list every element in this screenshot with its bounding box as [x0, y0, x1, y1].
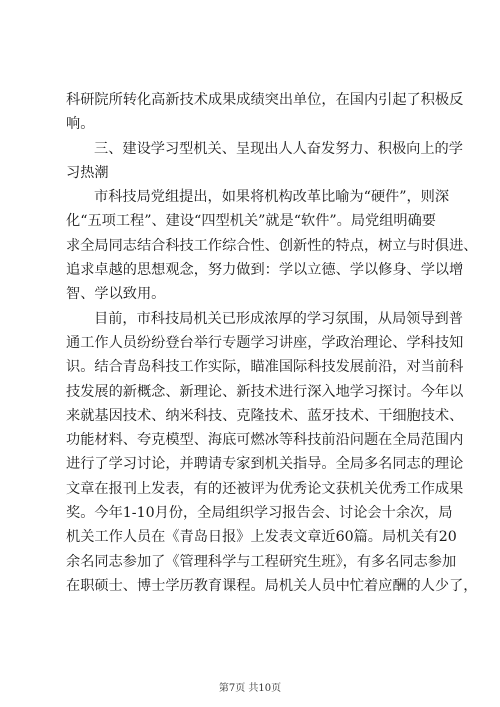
text-line: 智、学以致用。 — [66, 286, 166, 303]
text-line: 来就基因技术、纳米科技、克隆技术、蓝牙技术、干细胞技术、 — [66, 407, 464, 424]
text-line: 机关工作人员在《青岛日报》上发表文章近60篇。局机关有20 — [66, 529, 457, 546]
text-line: 目前，市科技局机关已形成浓厚的学习氛围，从局领导到普 — [94, 310, 463, 327]
text-line: 科研院所转化高新技术成果成绩突出单位，在国内引起了积极反 — [66, 92, 464, 108]
text-line: 在职硕士、博士学历教育课程。局机关人员中忙着应酬的人少了， — [66, 577, 478, 594]
text-line: 追求卓越的思想观念，努力做到：学以立德、学以修身、学以增 — [66, 262, 464, 279]
text-line: 进行了学习讨论，并聘请专家到机关指导。全局多名同志的理论 — [66, 456, 464, 473]
text-line: 化“五项工程”、建设“四型机关”就是“软件”。局党组明确要 — [66, 213, 436, 230]
text-line: 求全局同志结合科技工作综合性、创新性的特点，树立与时俱进、 — [66, 237, 478, 254]
text-line: 功能材料、夸克模型、海底可燃冰等科技前沿问题在全局范围内 — [66, 432, 464, 449]
text-line: 识。结合青岛科技工作实际，瞄准国际科技发展前沿，对当前科 — [66, 359, 464, 376]
text-line: 奖。今年1-10月份，全局组织学习报告会、讨论会十余次，局 — [66, 505, 453, 522]
text-line: 文章在报刊上发表，有的还被评为优秀论文获机关优秀工作成果 — [66, 480, 464, 497]
text-line: 技发展的新概念、新理论、新技术进行深入地学习探讨。今年以 — [66, 383, 464, 400]
text-line: 余名同志参加了《管理科学与工程研究生班》，有多名同志参加 — [66, 553, 457, 570]
text-line: 市科技局党组提出，如果将机构改革比喻为“硬件”，则深 — [94, 189, 450, 206]
text-line: 通工作人员纷纷登台举行专题学习讲座，学政治理论、学科技知 — [66, 334, 464, 351]
section-heading-line: 三、建设学习型机关、呈现出人人奋发努力、积极向上的学 — [94, 140, 463, 157]
section-heading-line: 习热潮 — [66, 164, 109, 181]
page-number-footer: 第7页 共10页 — [218, 683, 282, 694]
text-line: 响。 — [66, 116, 95, 133]
body-text — [66, 88, 478, 598]
